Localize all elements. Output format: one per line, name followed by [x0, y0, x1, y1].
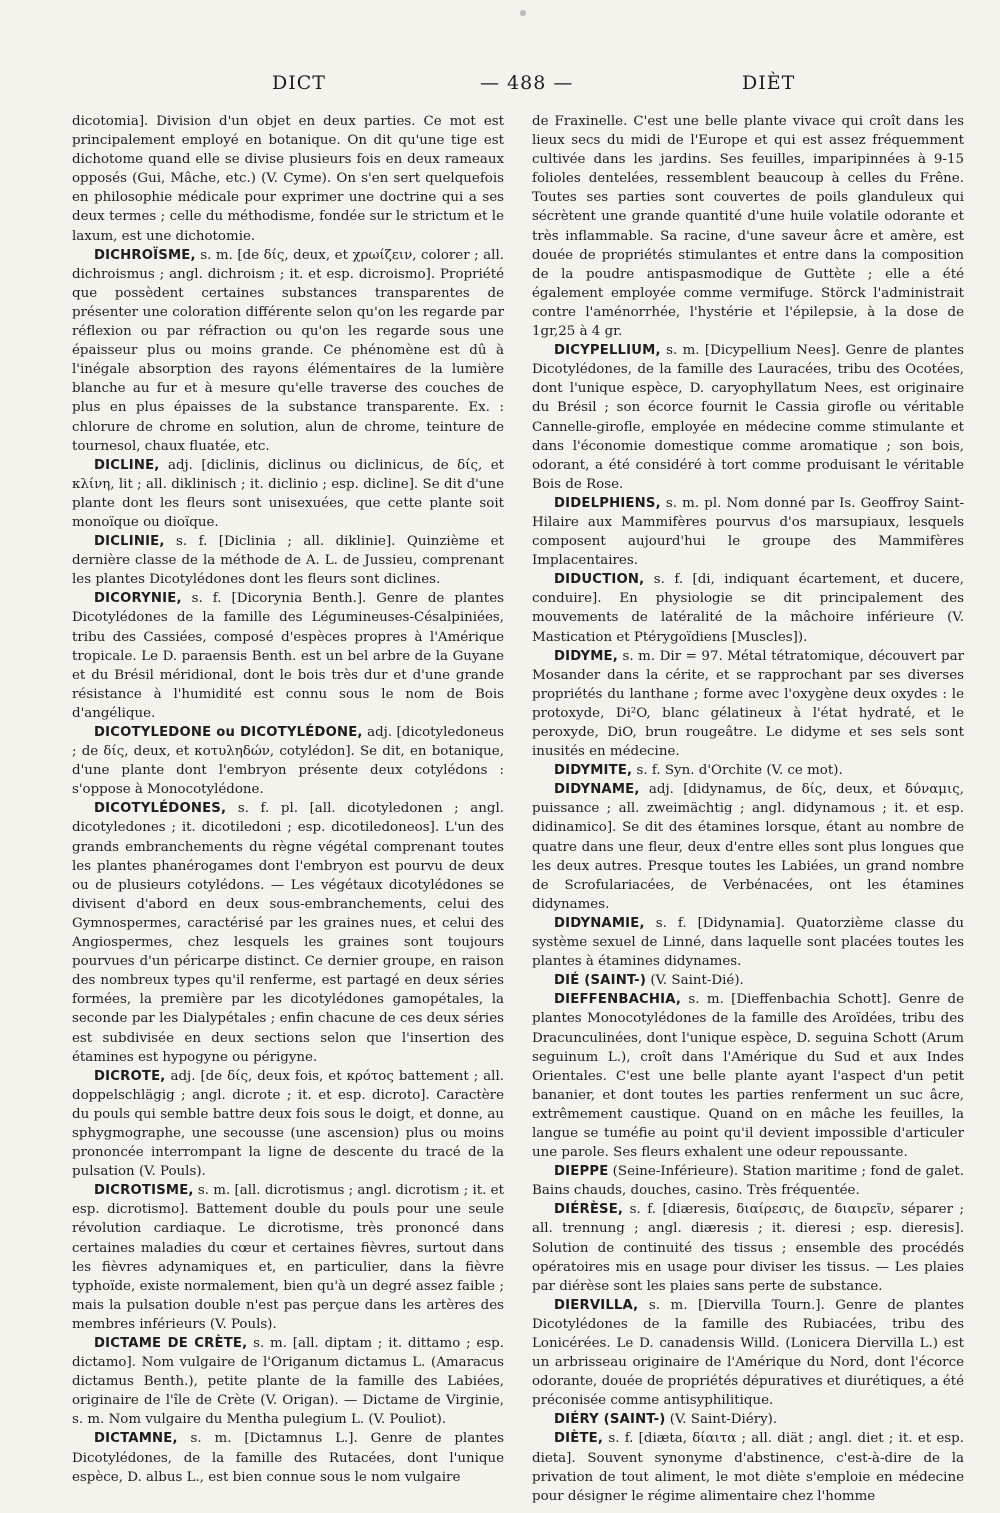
entry-definition: dicotomia]. Division d'un objet en deux parties. Ce mot est principalement employé en botanique. On dit qu'une tige est dichotome quand elle se divise plusieurs fois en deux rameaux opposés (Gui, Mâche, etc.) (V. Cyme). On s'en sert quelquefois en philosophie médicale pour exprimer une doctrine qui a ses deux termes ; celle du méthodisme, fondée sur le strictum et le laxum, est une dichotomie.	[72, 114, 504, 244]
dictionary-entry	[532, 971, 964, 990]
dictionary-entry	[532, 494, 964, 570]
entry-headword: DIÉ (SAINT-)	[554, 973, 647, 989]
dictionary-entry	[532, 914, 964, 971]
entry-definition: s. m. [all. dicrotismus ; angl. dicrotism ; it. et esp. dicrotismo]. Battement double du pouls pour une seule révolution cardiaque. Le dicrotisme, très prononcé dans certaines maladies du cœur et certaines fièvres, surtout dans les fièvres adynamiques et, en particulier, dans la fièvre typhoïde, existe normalement, bien qu'à un degré assez faible ; mais la pulsation double n'est pas perçue dans les artères des membres inférieurs (V. Pouls).	[72, 1183, 504, 1332]
entry-headword: DICYPELLIUM,	[554, 343, 661, 359]
entry-headword: DIDUCTION,	[554, 572, 645, 588]
dictionary-entry	[72, 799, 504, 1066]
dictionary-entry	[72, 1181, 504, 1334]
entry-definition: s. m. pl. Nom donné par Is. Geoffroy Saint-Hilaire aux Mammifères pourvus d'os marsupiaux, lesquels composent aujourd'hui le groupe des Mammifères Implacentaires.	[532, 495, 964, 569]
entry-definition: de Fraxinelle. C'est une belle plante vivace qui croît dans les lieux secs du midi de l'Europe et qui est assez fréquemment cultivée dans les jardins. Ses feuilles, imparipinnées à 9-15 folioles dentelées, ressemblent beaucoup à celles du Frêne. Toutes ses parties sont couvertes de poils glanduleux qui sécrètent une grande quantité d'une huile volatile odorante et très inflammable. Sa racine, d'une saveur âcre et amère, est douée de propriétés stimulantes et entre dans la composition de la poudre antispasmodique de Guttète ; elle a été également employée comme vermifuge. Störck l'administrait contre l'aménorrhée, l'hystérie et l'épilepsie, à la dose de 1gr,25 à 4 gr.	[532, 114, 964, 340]
entry-definition: s. f. [diæta, δίαιτα ; all. diät ; angl. diet ; it. et esp. dieta]. Souvent synonyme d'abstinence, c'est-à-dire de la privation de tout aliment, le mot diète s'emploie en médecine pour désigner le régime alimentaire chez l'homme	[532, 1431, 964, 1504]
left-column	[72, 112, 504, 1506]
entry-headword: DICORYNIE,	[94, 591, 182, 607]
entry-headword: DICHROÏSME,	[94, 247, 196, 263]
entry-definition: s. m. [Dictamnus L.]. Genre de plantes Dicotylédones, de la famille des Rutacées, dont l'unique espèce, D. albus L., est bien connue sous le nom vulgaire	[72, 1431, 504, 1485]
dictionary-entry	[532, 761, 964, 780]
entry-definition: s. m. [Diervilla Tourn.]. Genre de plantes Dicotylédones de la famille des Rubiacées, tribu des Lonicérées. Le D. canadensis Willd. (Lonicera Diervilla L.) est un arbrisseau originaire de l'Amérique du Nord, dont l'écorce odorante, douée de propriétés dépuratives et diurétiques, a été préconisée comme antisyphilitique.	[532, 1297, 964, 1409]
entry-definition: (V. Saint-Dié).	[646, 973, 744, 989]
right-column	[532, 112, 964, 1506]
entry-definition: (V. Saint-Diéry).	[665, 1412, 778, 1428]
entry-headword: DIDELPHIENS,	[554, 495, 661, 511]
entry-definition: s. f. pl. [all. dicotyledonen ; angl. dicotyledones ; it. dicotiledoni ; esp. dicotiledoneos]. L'un des grands embranchements du règne végétal comprenant toutes les plantes phanérogames dont l'embryon est pourvu de deux ou de plusieurs cotylédons. — Les végétaux dicotylédones se divisent d'abord en deux sous-embranchements, celui des Gymnospermes, caractérisé par les graines nues, et celui des Angiospermes, chez lesquels les graines sont toujours pourvues d'un péricarpe distinct. Ce dernier groupe, en raison des nombreux types qu'il renferme, est partagé en deux séries formées, la première par les dicotylédones gamopétales, la seconde par les Dialypétales ; enfin chacune de ces deux séries est subdivisée en deux sections selon que l'insertion des étamines est hypogyne ou périgyne.	[72, 801, 504, 1065]
dictionary-entry	[532, 1296, 964, 1411]
entry-definition: s. m. [Dieffenbachia Schott]. Genre de plantes Monocotylédones de la famille des Aroïdées, tribu des Dracunculinées, dont l'unique espèce, D. seguina Schott (Arum seguinum L.), croît dans l'Amérique du Sud et aux Indes Orientales. C'est une belle plante ayant l'aspect d'un petit bananier, et dont toutes les parties renferment un suc âcre, extrêmement caustique. Quand on en mâche les feuilles, la langue se tuméfie au point qu'il devient impossible d'articuler une parole. Ses fleurs exhalent une odeur repoussante.	[532, 992, 964, 1161]
entry-definition: s. m. Dir = 97. Métal tétratomique, découvert par Mosander dans la cérite, et se rapprochant par ses diverses propriétés du lanthane ; forme avec l'oxygène deux oxydes : le protoxyde, Di²O, blanc gélatineux à l'état hydraté, et le peroxyde, DiO, brun rougeâtre. Le didyme et ses sels sont inusités en médecine.	[532, 648, 964, 760]
entry-definition: s. m. [de δίς, deux, et χρωίζειν, colorer ; all. dichroismus ; angl. dichroism ; it. et esp. dicroismo]. Propriété que possèdent certaines substances transparentes de présenter une coloration différente selon qu'on les regarde par réflexion ou par réfraction ou qu'on les regarde sous une épaisseur plus ou moins grande. Ce phénomène est dû à l'inégale absorption des rayons élémentaires de la lumière blanche au fur et à mesure qu'elle traverse des couches de plus en plus épaisses de la substance transparente. Ex. : chlorure de chrome en solution, alun de chrome, teinture de tournesol, chaux fluatée, etc.	[72, 247, 504, 454]
entry-definition: (Seine-Inférieure). Station maritime ; fond de galet. Bains chauds, douches, casino. Très fréquentée.	[532, 1164, 964, 1199]
dictionary-entry	[532, 647, 964, 762]
text-columns	[72, 112, 964, 1506]
entry-definition: adj. [didynamus, de δίς, deux, et δύναμις, puissance ; all. zweimächtig ; angl. didynamous ; it. et esp. didinamico]. Se dit des étamines lorsque, étant au nombre de quatre dans une fleur, deux d'entre elles sont plus longues que les deux autres. Presque toutes les Labiées, un grand nombre de Scrofulariacées, de Verbénacées, ont les étamines didynames.	[532, 782, 964, 912]
entry-definition: adj. [diclinis, diclinus ou diclinicus, de δίς, et κλίνη, lit ; all. diklinisch ; it. diclinio ; esp. dicline]. Se dit d'une plante dont les fleurs sont unisexuées, que cette plante soit monoïque ou dioïque.	[72, 457, 504, 530]
entry-headword: DIEFFENBACHIA,	[554, 992, 682, 1008]
entry-headword: DICLINIE,	[94, 534, 165, 550]
dictionary-entry	[532, 780, 964, 914]
entry-headword: DIDYME,	[554, 648, 618, 664]
dictionary-entry	[72, 1067, 504, 1182]
dictionary-entry	[532, 990, 964, 1162]
entry-headword: DICROTISME,	[94, 1183, 194, 1199]
entry-headword: DICTAME DE CRÈTE,	[94, 1336, 248, 1351]
dictionary-entry	[72, 532, 504, 589]
dictionary-entry	[532, 112, 964, 341]
entry-headword: DIDYMITE,	[554, 763, 633, 779]
entry-headword: DICOTYLÉDONES,	[94, 801, 227, 817]
dictionary-entry	[72, 246, 504, 456]
dictionary-entry	[532, 1162, 964, 1200]
entry-definition: adj. [dicotyledoneus ; de δίς, deux, et κοτυληδών, cotylédon]. Se dit, en botanique, d'une plante dont l'embryon présente deux cotylédons : s'oppose à Monocotylédone.	[72, 725, 505, 798]
dictionary-entry	[72, 456, 504, 532]
dictionary-entry	[532, 341, 964, 494]
dictionary-entry	[532, 1429, 964, 1505]
entry-definition: s. m. [all. diptam ; it. dittamo ; esp. dictamo]. Nom vulgaire de l'Origanum dictamus L. (Amaracus dictamus Benth.), petite plante de la famille des Labiées, originaire de l'île de Crète (V. Origan). — Dictame de Virginie, s. m. Nom vulgaire du Mentha pulegium L. (V. Pouliot).	[72, 1336, 504, 1428]
dictionary-entry	[72, 1334, 504, 1429]
dictionary-entry	[532, 1410, 964, 1429]
entry-definition: s. f. [diæresis, διαίρεσις, de διαιρεῖν, séparer ; all. trennung ; angl. diæresis ; it. dieresi ; esp. dieresis]. Solution de continuité des tissus ; ensemble des procédés opératoires mis en usage pour diviser les tissus. — Les plaies par diérèse sont les plaies sans perte de substance.	[532, 1202, 964, 1294]
running-header	[72, 72, 964, 106]
page-speck	[520, 10, 526, 16]
entry-definition: s. m. [Dicypellium Nees]. Genre de plantes Dicotylédones, de la famille des Lauracées, tribu des Ocotées, dont l'unique espèce, D. caryophyllatum Nees, est originaire du Brésil ; son écorce fournit le Cassia girofle ou véritable Cannelle-girofle, employée en médecine comme stimulante et dans l'économie domestique comme aromatique ; son bois, odorant, a été considéré à tort comme produisant le véritable Bois de Rose.	[532, 343, 964, 492]
entry-definition: adj. [de δίς, deux fois, et κρότος battement ; all. doppelschlägig ; angl. dicrote ; it. et esp. dicroto]. Caractère du pouls qui semble battre deux fois sous le doigt, et donne, au sphygmographe, une secousse (une ascension) plus ou moins prononcée interrompant la ligne de descente du tracé de la pulsation (V. Pouls).	[72, 1068, 504, 1180]
entry-definition: s. f. [di, indiquant écartement, et ducere, conduire]. En physiologie se dit principalement des mouvements de latéralité de la mâchoire inférieure (V. Mastication et Ptérygoïdiens [Muscles]).	[532, 572, 964, 645]
entry-headword: DIDYNAMIE,	[554, 915, 645, 931]
header-left-word: DICT	[272, 72, 326, 94]
dictionary-entry	[72, 723, 504, 799]
page-number: — 488 —	[480, 72, 574, 94]
header-right-word: DIÈT	[742, 72, 796, 94]
dictionary-entry	[532, 570, 964, 646]
dictionary-entry	[72, 1429, 504, 1486]
entry-headword: DIDYNAME,	[554, 782, 640, 798]
entry-headword: DICLINE,	[94, 457, 160, 473]
entry-definition: s. f. Syn. d'Orchite (V. ce mot).	[632, 763, 843, 779]
entry-headword: DIÈTE,	[554, 1431, 604, 1447]
entry-headword: DICOTYLEDONE ou DICOTYLÉDONE,	[94, 725, 363, 740]
entry-definition: s. f. [Diclinia ; all. diklinie]. Quinzième et dernière classe de la méthode de A. L. de Jussieu, comprenant les plantes Dicotylédones dont les fleurs sont diclines.	[72, 534, 504, 588]
entry-definition: s. f. [Didynamia]. Quatorzième classe du système sexuel de Linné, dans laquelle sont placées toutes les plantes à étamines didynames.	[532, 915, 964, 970]
entry-headword: DIÉRÈSE,	[554, 1202, 624, 1218]
dictionary-entry	[72, 112, 504, 246]
entry-headword: DIÉRY (SAINT-)	[554, 1412, 666, 1428]
entry-headword: DIEPPE	[554, 1164, 609, 1180]
entry-headword: DICROTE,	[94, 1068, 166, 1084]
entry-definition: s. f. [Dicorynia Benth.]. Genre de plantes Dicotylédones de la famille des Légumineuses-Césalpiniées, tribu des Cassiées, composé d'espèces propres à l'Amérique tropicale. Le D. paraensis Benth. est un bel arbre de la Guyane et du Brésil méridional, dont le bois très dur et d'une grande résistance à l'humidité est connu sous le nom de Bois d'angélique.	[72, 591, 504, 721]
dictionary-entry	[72, 589, 504, 723]
dictionary-entry	[532, 1200, 964, 1295]
entry-headword: DIERVILLA,	[554, 1297, 639, 1313]
entry-headword: DICTAMNE,	[94, 1431, 178, 1447]
